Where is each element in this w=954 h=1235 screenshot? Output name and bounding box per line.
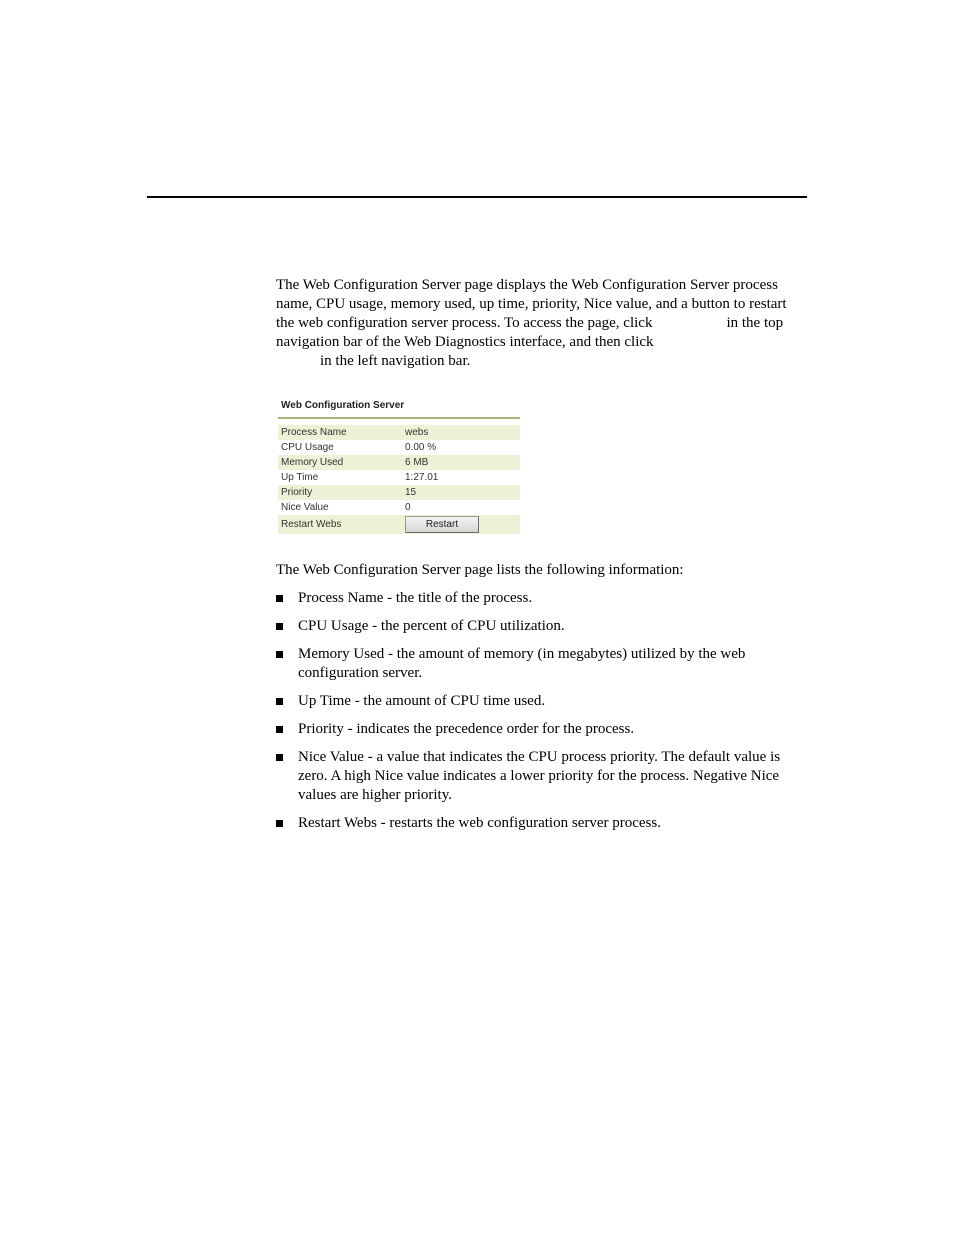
row-label: Up Time [281, 472, 319, 483]
bullet-square-icon [276, 651, 283, 658]
row-value: 0.00 % [405, 442, 437, 453]
list-item: CPU Usage - the percent of CPU utilization. [276, 617, 808, 636]
intro-line: The Web Configuration Server page displays the Web Configuration Server process [276, 277, 778, 293]
info-list [276, 589, 808, 833]
row-value: 15 [405, 487, 417, 498]
header-rule [147, 196, 807, 198]
row-label: CPU Usage [281, 442, 334, 453]
info-table [278, 425, 520, 534]
intro-paragraph [276, 276, 808, 371]
panel-title-rule [278, 417, 520, 419]
bullet-square-icon [276, 754, 283, 761]
row-label: Priority [281, 487, 313, 498]
intro-line: navigation bar of the Web Diagnostics interface, and then click [276, 334, 654, 350]
table-row [278, 500, 520, 515]
row-label: Process Name [281, 427, 347, 438]
row-label: Memory Used [281, 457, 344, 468]
row-value: webs [405, 427, 429, 438]
bullet-square-icon [276, 726, 283, 733]
row-value: 1:27.01 [405, 472, 439, 483]
list-item: Nice Value - a value that indicates the CPU process priority. The default value is zero. A high Nice value indicates a lower priority for the process. Negative Nice values are higher priority. [276, 748, 808, 805]
row-value: 0 [405, 502, 411, 513]
table-row [278, 470, 520, 485]
bullet-square-icon [276, 820, 283, 827]
intro-line: in the left navigation bar. [320, 353, 471, 369]
list-item: Memory Used - the amount of memory (in megabytes) utilized by the web configuration server. [276, 645, 808, 683]
list-item: Process Name - the title of the process. [276, 589, 808, 608]
panel-title: Web Configuration Server [281, 400, 405, 411]
row-label: Nice Value [281, 502, 329, 513]
bullet-square-icon [276, 595, 283, 602]
list-item: Restart Webs - restarts the web configuration server process. [276, 814, 808, 833]
list-item: Up Time - the amount of CPU time used. [276, 692, 808, 711]
restart-button[interactable]: Restart [405, 516, 479, 533]
list-item: Priority - indicates the precedence order for the process. [276, 720, 808, 739]
bullet-square-icon [276, 698, 283, 705]
intro-line: name, CPU usage, memory used, up time, priority, Nice value, and a button to restart [276, 296, 787, 312]
list-intro: The Web Configuration Server page lists the following information: [276, 562, 684, 578]
table-row-restart [278, 515, 520, 534]
table-row [278, 425, 520, 440]
bullet-square-icon [276, 623, 283, 630]
intro-line: the web configuration server process. To access the page, click in the top [276, 315, 784, 331]
web-config-server-panel [278, 398, 520, 536]
table-row [278, 455, 520, 470]
restart-webs-label: Restart Webs [281, 519, 342, 530]
table-row [278, 440, 520, 455]
row-value: 6 MB [405, 457, 429, 468]
table-row [278, 485, 520, 500]
